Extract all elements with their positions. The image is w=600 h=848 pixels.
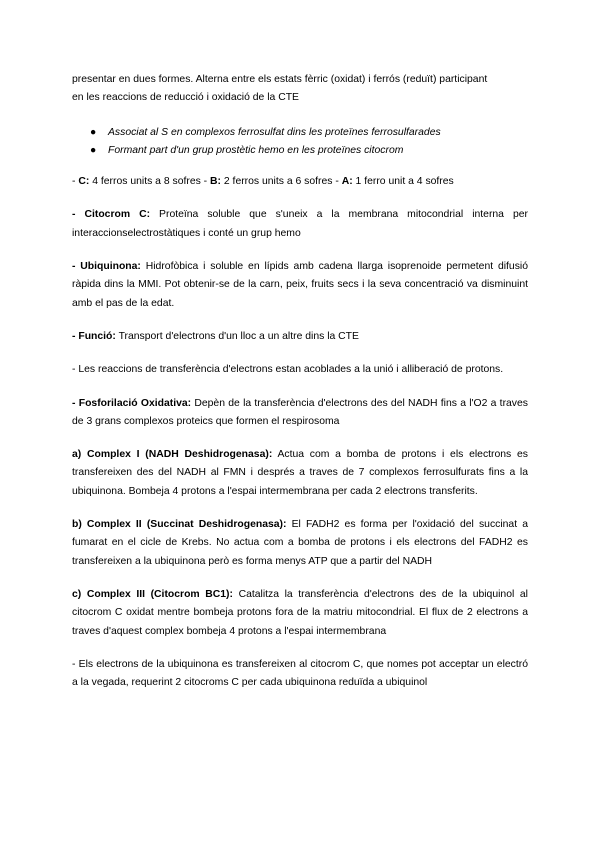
complex-i-paragraph: a) Complex I (NADH Deshidrogenasa): Actua com a bomba de protons i els electrons es transfereixen des del NADH al FMN i després a traves de 7 complexos ferrosulfurats fins a la ubiquinona. Bombeja 4 protons a l'espai intermembrana per cada 2 electrons transferits.: [72, 449, 528, 497]
complex-iii-paragraph: c) Complex III (Citocrom BC1): Catalitza la transferència d'electrons des de la ubiquinol al citocrom C oxidat mentre bombeja protons fora de la matriu mitocondrial. El flux de 2 electrons a traves d'aquest complex bombeja 4 protons a l'espai intermembrana: [72, 588, 528, 637]
iron-sulfur-complexes-line: - C: 4 ferros units a 8 sofres - B: 2 ferros units a 6 sofres - A: 1 ferro unit a 4 sofres: [72, 176, 454, 188]
reaccions-paragraph: - Les reaccions de transferència d'electrons estan acoblades a la unió i alliberació de protons.: [72, 364, 504, 376]
list-item: ● Formant part d'un grup prostètic hemo en les proteïnes citocrom: [90, 142, 528, 160]
final-paragraph: - Els electrons de la ubiquinona es transfereixen al citocrom C, que nomes pot acceptar un electró a la vegada, requerint 2 citocroms C per cada ubiquinona reduïda a ubiquinol: [72, 658, 528, 689]
intro-paragraph: [72, 71, 528, 108]
citocrom-c-paragraph: - Citocrom C: Proteïna soluble que s'uneix a la membrana mitocondrial interna per interaccionselectrostàtiques i conté un grup hemo: [72, 209, 528, 239]
intro-line-1: presentar en dues formes. Alterna entre els estats fèrric (oxidat) i ferrós (reduït) participant: [72, 74, 488, 85]
bullet-list: [72, 124, 528, 161]
fosforilacio-paragraph: - Fosforilació Oxidativa: Depèn de la transferència d'electrons des del NADH fins a l'O2 a traves de 3 grans complexos proteics que formen el respirosoma: [72, 397, 528, 427]
bullet-icon: ●: [90, 144, 97, 156]
bullet-icon: ●: [90, 126, 97, 138]
complex-ii-paragraph: b) Complex II (Succinat Deshidrogenasa): El FADH2 es forma per l'oxidació del succinat a fumarat en el cicle de Krebs. No actua com a bomba de protons i els electrons del FADH2 es transfereixen a la ubiquinona però es forma menys ATP que a partir del NADH: [72, 519, 528, 567]
list-item: ● Associat al S en complexos ferrosulfat dins les proteïnes ferrosulfarades: [90, 124, 528, 142]
intro-line-2: en les reaccions de reducció i oxidació de la CTE: [72, 92, 299, 104]
funcio-paragraph: - Funció: Transport d'electrons d'un lloc a un altre dins la CTE: [72, 330, 359, 342]
ubiquinona-paragraph: - Ubiquinona: Hidrofòbica i soluble en lípids amb cadena llarga isoprenoide permetent difusió ràpida dins la MMI. Pot obtenir-se de la carn, peix, fruits secs i la seva concentració va disminuint amb el pas de la edat.: [72, 261, 528, 309]
